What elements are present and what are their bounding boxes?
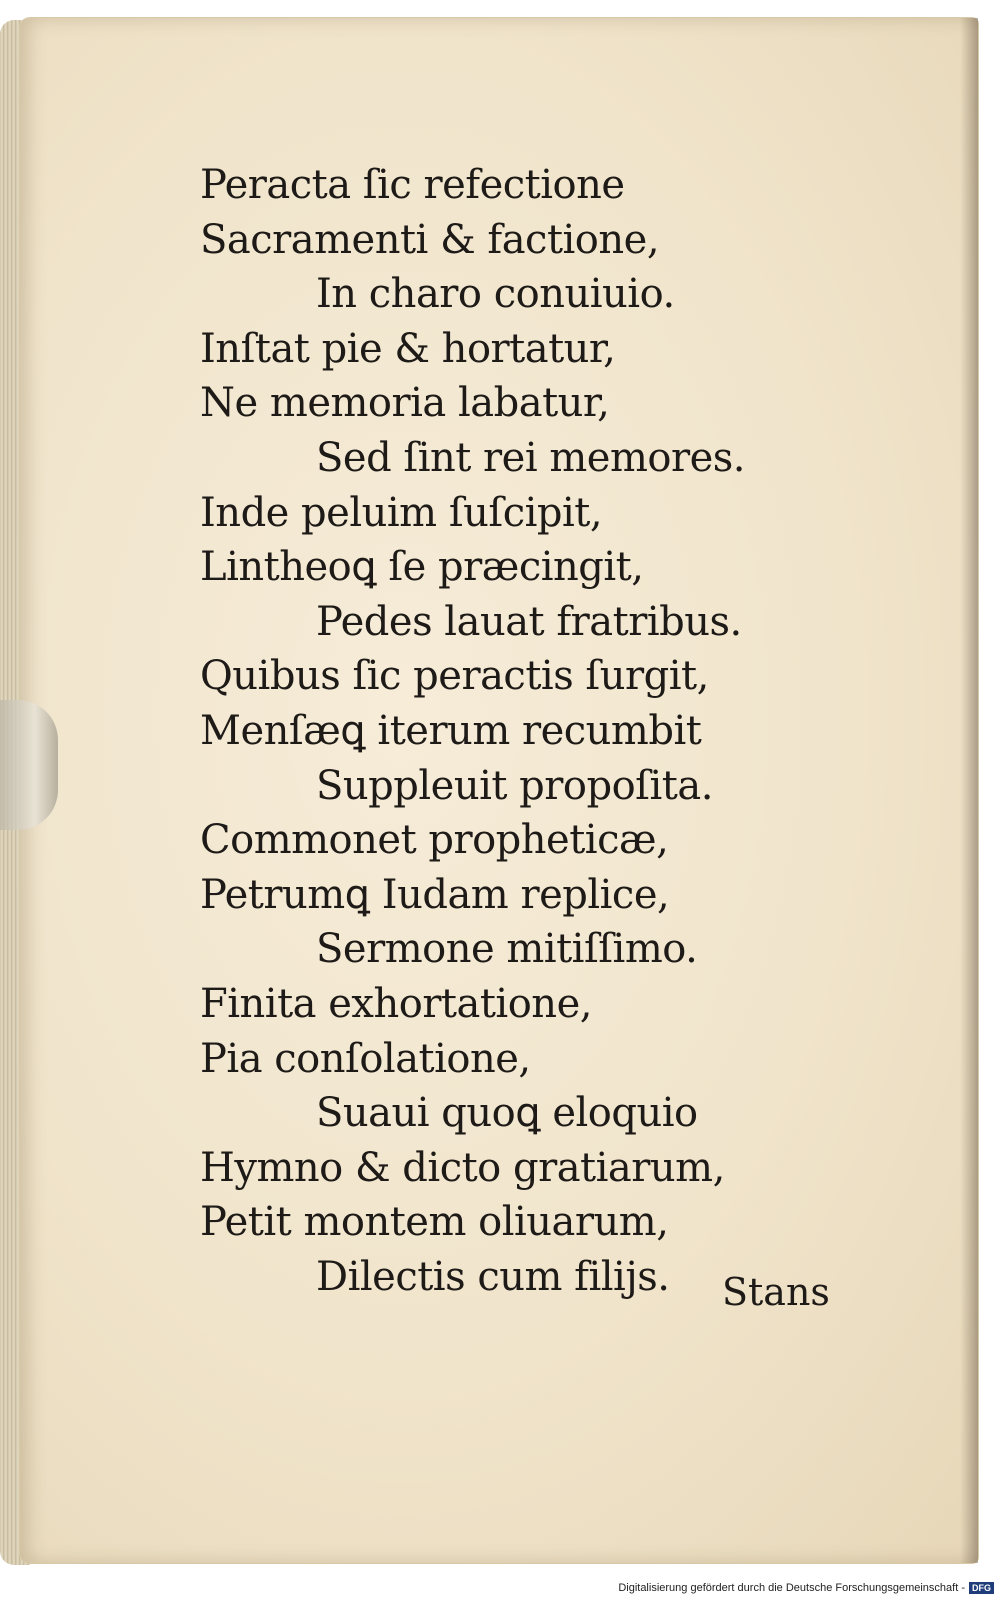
verse-line: Sed ſint rei memores. bbox=[316, 434, 745, 481]
page-clip bbox=[0, 700, 58, 830]
catchword: Stans bbox=[722, 1270, 830, 1314]
verse-block bbox=[200, 158, 840, 1304]
verse-line: Petit montem oliuarum, bbox=[200, 1199, 669, 1246]
verse-line: Menſæꝗ iterum recumbit bbox=[200, 707, 702, 754]
verse-line: Pedes lauat fratribus. bbox=[316, 598, 742, 645]
verse-line: Commonet propheticæ, bbox=[200, 817, 669, 864]
verse-line: Peracta ſic refectione bbox=[200, 162, 625, 208]
verse-line: In charo conuiuio. bbox=[316, 271, 675, 318]
verse-line: Sermone mitiſſimo. bbox=[316, 926, 698, 973]
verse-line: Finita exhortatione, bbox=[200, 980, 592, 1027]
verse-line: Suppleuit propoſita. bbox=[316, 762, 713, 809]
verse-line: Petrumꝗ Iudam replice, bbox=[200, 871, 670, 918]
verse-line: Suaui quoꝗ eloquio bbox=[316, 1090, 698, 1137]
verse-line: Inſtat pie & hortatur, bbox=[200, 325, 616, 372]
spine-shadow bbox=[960, 18, 978, 1563]
verse-line: Hymno & dicto gratiarum, bbox=[200, 1144, 725, 1191]
dfg-logo-icon: DFG bbox=[969, 1582, 994, 1594]
verse-line: Dilectis cum filijs. bbox=[316, 1253, 670, 1300]
verse-line: Lintheoꝗ ſe præcingit, bbox=[200, 544, 644, 591]
verse-line: Pia conſolatione, bbox=[200, 1035, 531, 1082]
verse-line: Sacramenti & factione, bbox=[200, 216, 660, 263]
digitization-footer bbox=[618, 1582, 994, 1594]
verse-line: Quibus ſic peractis ſurgit, bbox=[200, 653, 709, 700]
footer-credit: Digitalisierung gefördert durch die Deutsche Forschungsgemeinschaft - bbox=[618, 1582, 965, 1594]
verse-line: Ne memoria labatur, bbox=[200, 380, 610, 427]
verse-line: Inde peluim ſuſcipit, bbox=[200, 489, 603, 536]
